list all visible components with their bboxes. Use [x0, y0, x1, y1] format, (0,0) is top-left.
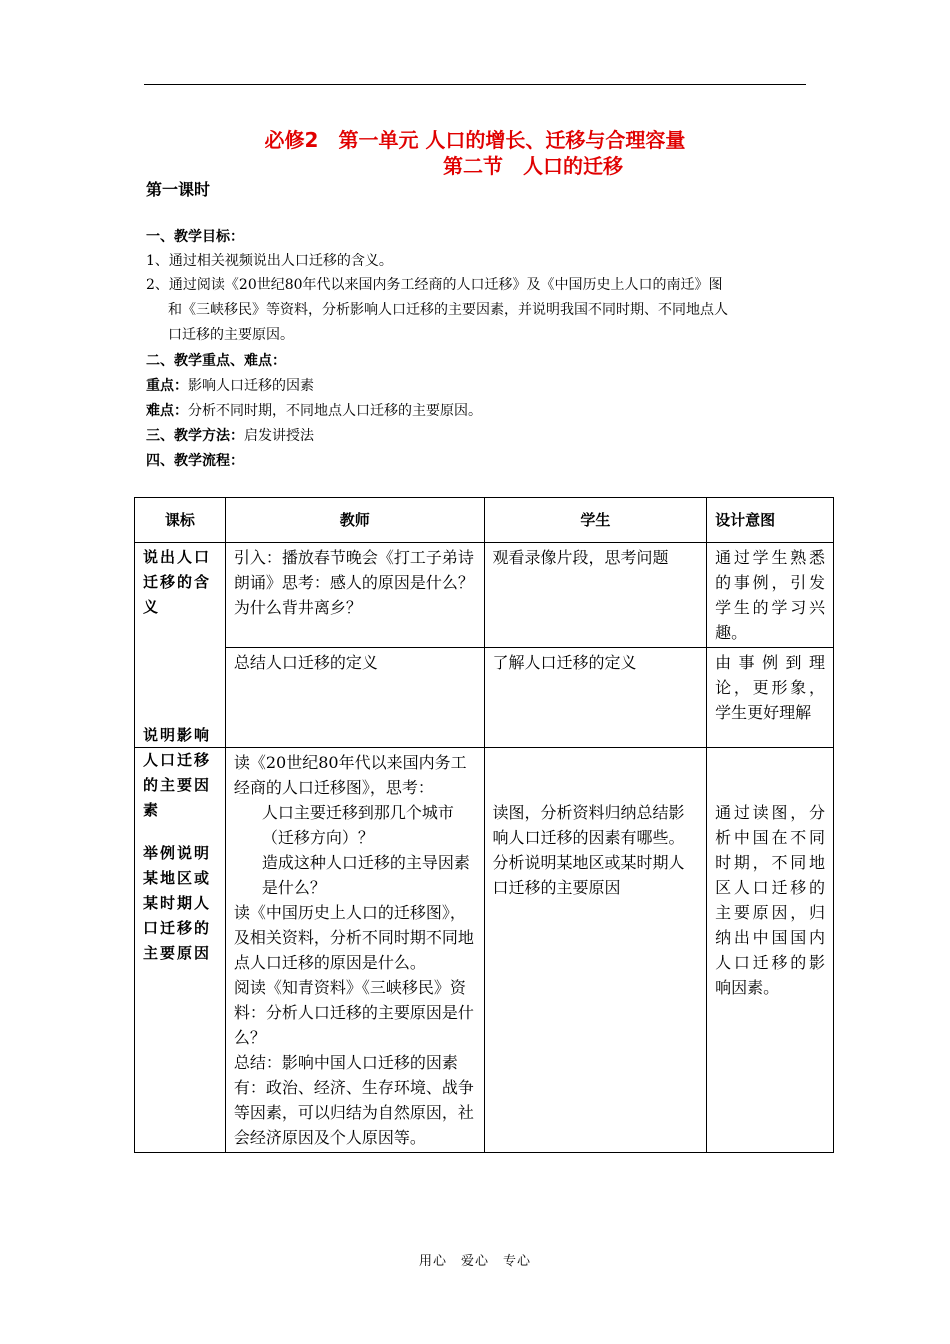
- table-row: [135, 648, 834, 748]
- document-title: 必修2 第一单元 人口的增长、迁移与合理容量: [264, 128, 686, 152]
- goal-1: 1、通过相关视频说出人口迁移的含义。: [146, 253, 393, 269]
- cell-student-2: 了解人口迁移的定义: [484, 648, 707, 748]
- standard-3b-text: 举例说明某地区或某时期人口迁移的主要原因: [143, 844, 212, 962]
- method: [146, 426, 314, 446]
- method-text: 启发讲授法: [244, 428, 314, 444]
- cell-standard-1: [135, 543, 226, 748]
- teacher-3-para-2: 读《中国历史上人口的迁移图》，及相关资料，分析不同时期不同地点人口迁移的原因是什么。: [233, 903, 474, 972]
- cell-teacher-3: [225, 748, 484, 1153]
- teacher-3-para-1: 读《20世纪80年代以来国内务工经商的人口迁移图》，思考：: [233, 753, 467, 797]
- table-header-row: [135, 498, 834, 543]
- goal-2-line-1: 2、通过阅读《20世纪80年代以来国内务工经商的人口迁移》及《中国历史上人口的南迁》图: [146, 277, 723, 293]
- method-label: 三、教学方法：: [146, 428, 244, 444]
- key-point-label: 重点：: [146, 378, 188, 394]
- cell-intent-2: 由事例到理论，更形象，学生更好理解: [707, 648, 834, 748]
- difficult-point-text: 分析不同时期，不同地点人口迁移的主要原因。: [188, 403, 482, 419]
- teacher-3-para-4: 总结：影响中国人口迁移的因素有：政治、经济、生存环境、战争等因素，可以归结为自然原因，社会经济原因及个人原因等。: [233, 1053, 474, 1147]
- cell-intent-3: [707, 748, 834, 1153]
- key-point-text: 影响人口迁移的因素: [188, 378, 314, 394]
- section-title: 第二节 人口的迁移: [443, 154, 623, 178]
- goal-2-line-3: 口迁移的主要原因。: [168, 327, 294, 343]
- table-row: [135, 543, 834, 648]
- difficult-point-label: 难点：: [146, 403, 188, 419]
- cell-teacher-1: 引入：播放春节晚会《打工子弟诗朗诵》思考：感人的原因是什么？为什么背井离乡？: [225, 543, 484, 648]
- header-intent: 设计意图: [707, 498, 834, 543]
- goals-heading: 一、教学目标：: [146, 229, 244, 245]
- header-student: 学生: [484, 498, 707, 543]
- goal-2-line-2: 和《三峡移民》等资料，分析影响人口迁移的主要因素，并说明我国不同时期、不同地点人: [168, 302, 728, 318]
- cell-intent-1: 通过学生熟悉的事例，引发学生的学习兴趣。: [707, 543, 834, 648]
- difficult-point: [146, 401, 482, 421]
- key-point: [146, 376, 314, 396]
- period-heading: 第一课时: [146, 180, 211, 199]
- cell-standard-3: [135, 726, 226, 1153]
- standard-3a-text: 说明影响人口迁移的主要因素: [143, 726, 212, 819]
- intent-3-text: 通过读图，分析中国在不同时期，不同地区人口迁移的主要原因，归纳出中国国内人口迁移的影响因素。: [715, 803, 825, 997]
- teaching-flow-table: [134, 497, 834, 1153]
- table-row: [135, 748, 834, 1153]
- student-3-text: 读图，分析资料归纳总结影响人口迁移的因素有哪些。分析说明某地区或某时期人口迁移的主要原因: [492, 803, 685, 897]
- cell-student-1: 观看录像片段，思考问题: [484, 543, 707, 648]
- header-standard: 课标: [135, 498, 226, 543]
- header-rule: [144, 84, 806, 85]
- cell-student-3: [484, 748, 707, 1153]
- teacher-3-question-1: 人口主要迁移到那几个城市（迁移方向）？: [261, 803, 454, 847]
- flow-heading: 四、教学流程：: [146, 453, 244, 469]
- page-footer: 用心 爱心 专心: [418, 1254, 531, 1269]
- standard-1-text: 说出人口迁移的含义: [143, 548, 212, 616]
- cell-teacher-2: 总结人口迁移的定义: [225, 648, 484, 748]
- teacher-3-question-2: 造成这种人口迁移的主导因素是什么？: [261, 853, 470, 897]
- header-teacher: 教师: [225, 498, 484, 543]
- key-points-heading: 二、教学重点、难点：: [146, 353, 286, 369]
- teacher-3-para-3: 阅读《知青资料》《三峡移民》资料：分析人口迁移的主要原因是什么？: [233, 978, 474, 1047]
